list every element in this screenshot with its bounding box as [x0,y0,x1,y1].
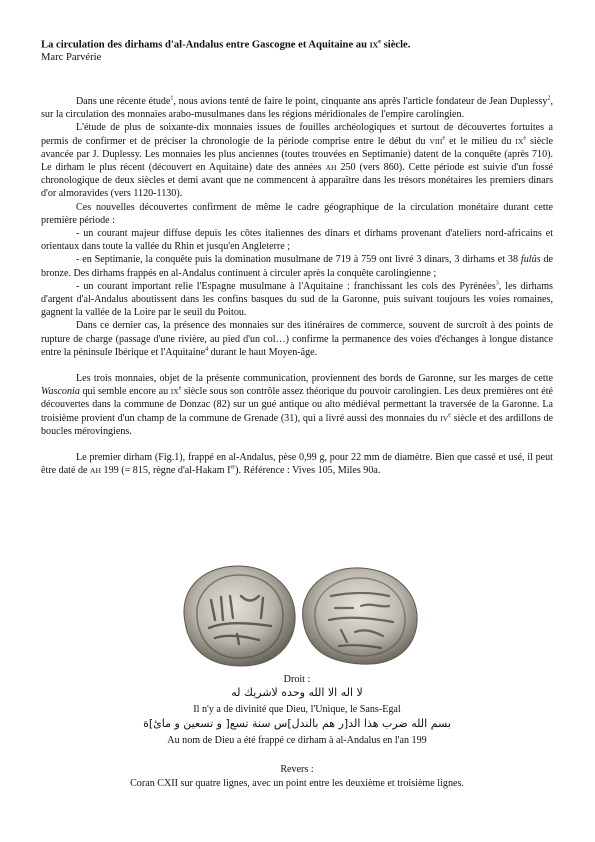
p1-text-c: , sur la circulation des monnaies arabo-musulmanes dans les régions méridionales de l'empire carolingien. [41,96,553,121]
paragraph-4 [41,319,553,359]
p1-text-b: , nous avions tenté de faire le point, cinquante ans après l'article fondateur de Jean Duplessy [173,96,548,107]
p5-text-a: Les trois monnaies, objet de la présente communication, proviennent des bords de Garonne, sur les marges de cette [76,373,553,385]
title-century: IX [369,40,379,50]
dirham-coin-photo [175,562,421,668]
p6-text-a: Le premier dirham (Fig.1), frappé en al-Andalus, pèse 0,99 g, pour 22 mm de diamètre. Bien que cassé et usé, il peut être daté de [41,452,553,477]
p6-sup: er [230,464,236,471]
paragraph-1 [41,95,553,121]
p1-text-a: Dans une récente étude [76,96,171,107]
p5-sup-2: e [448,412,451,419]
li2-text-b: de bronze. Des dirhams frappés en al-Andalus continuent à circuler après la conquête carolingienne ; [41,254,553,279]
paragraph-6 [41,451,553,477]
p2-text-d: 250 (vers 860). Cette période est suivie d'un fossé chronologique de deux siècles et demi avant que ne commencent à apparaître dans les trésors monétaires les premiers dinars d'or almoravides (vers 1120-1130). [41,162,554,200]
p2-text-a: L'étude de plus de soixante-dix monnaies issues de fouilles archéologiques et surtout de découvertes fortuites a permis de confirmer et de préciser la chronologie de la période comprise entre le début du [41,122,553,147]
caption-arabic-legend-2: بسم الله ضرب هذا الد[ر هم بالندل]س سنة تسع[ و تسعين و مائ]ة [143,717,451,730]
p5-emphasis: Wasconia [41,386,80,398]
p6-text-b: 199 (= 815, règne d'al-Hakam I [101,465,231,477]
caption-revers-label: Revers : [280,764,314,775]
p2-sup-1: e [442,135,446,142]
paragraph-2 [41,121,553,200]
article-body [41,95,553,477]
caption-translation-1: Il n'y a de divinité que Dieu, l'Unique, le Sans-Egal [193,704,401,715]
list-item-2 [41,253,553,279]
footnote-ref-2[interactable]: 2 [547,95,551,102]
paragraph-5 [41,372,553,438]
p2-ah: AH [325,163,337,173]
p2-sup-2: e [523,135,527,142]
title-text: La circulation des dirhams d'al-Andalus entre Gascogne et Aquitaine au [41,39,370,51]
p2-century-2: IX [515,136,524,146]
p4-text-b: durant le haut Moyen-âge. [208,346,318,358]
footnote-ref-4[interactable]: 4 [205,346,209,353]
li2-emphasis: fulûs [520,254,541,266]
p5-text-d: siècle et des ardillons de boucles mérovingiens. [41,412,553,437]
p5-text-b: qui semble encore au [79,386,171,398]
p2-text-c: siècle avancée par J. Duplessy. Les monnaies les plus anciennes (toutes trouvées en Septimanie) datent de la conquête (après 710). Le dirham le plus récent (découvert en Aquitaine) date des années [41,135,553,174]
footnote-ref-3[interactable]: 3 [495,280,499,287]
title-century-sup: e [378,38,381,45]
p5-text-c: siècle sous son contrôle assez théorique du pouvoir carolingien. Les deux premières ont été découvertes dans la commune de Donzac (82) sur un gué antique ou alto médiéval permettant la traversée de la Garonne. La troisième provient d'un champ de la commune de Grenade (31), qui a livré aussi des monnaies du [41,386,553,424]
p5-century-1: IX [170,387,179,397]
paragraph-3: Ces nouvelles découvertes confirment de même le cadre géographique de la circulation monétaire durant cette première période : [41,201,553,226]
li3-text-b: , les dirhams d'argent d'al-Andalus aboutissent dans les confins basques du sud de la Garonne, puis suivant toujours les voies romaines, gagnent la vallée de la Loire par le seuil du Poitou. [41,280,553,319]
p5-century-2: IV [440,413,449,423]
p6-ah: AH [90,466,102,476]
li3-text-a: - un courant important relie l'Espagne musulmane à l'Aquitaine : franchissant les cols des Pyrénées [76,280,496,292]
p2-century-1: VIII [429,136,443,146]
paper-title [41,38,410,51]
p5-sup-1: e [178,385,182,392]
footnote-ref-1[interactable]: 1 [170,95,174,102]
p2-text-b: et le milieu du [445,135,516,147]
title-end: siècle. [380,39,411,51]
caption-arabic-legend-1: لا اله الا الله وحده لاشريك له [231,686,363,699]
caption-translation-3: Coran CXII sur quatre lignes, avec un point entre les deuxième et troisième lignes. [130,778,464,789]
author-name: Marc Parvérie [41,52,102,63]
caption-droit-label: Droit : [283,674,311,685]
list-item-3 [41,280,553,320]
coin-reverse [303,568,418,664]
list-item-1: - un courant majeur diffuse depuis les côtes italiennes des dinars et dirhams provenant d'ateliers nord-africains et orientaux dans toute la vallée du Rhin et jusqu'en Angleterre ; [41,228,553,253]
coin-obverse [184,566,295,666]
p4-text-a: Dans ce dernier cas, la présence des monnaies sur des itinéraires de commerce, souvent de surcroît à des points de rupture de charge (passage d'une rivière, au pied d'un col…) confirme la permanence des voies d'échanges à longue distance entre la péninsule Ibérique et l'Aquitaine [41,320,553,358]
caption-translation-2: Au nom de Dieu a été frappé ce dirham à al-Andalus en l'an 199 [167,735,427,746]
p6-text-c: ). Référence : Vives 105, Miles 90a. [235,465,381,477]
li2-text-a: - en Septimanie, la conquête puis la domination musulmane de 719 à 759 ont livré 3 dinars, 3 dirhams et 38 [76,254,521,266]
